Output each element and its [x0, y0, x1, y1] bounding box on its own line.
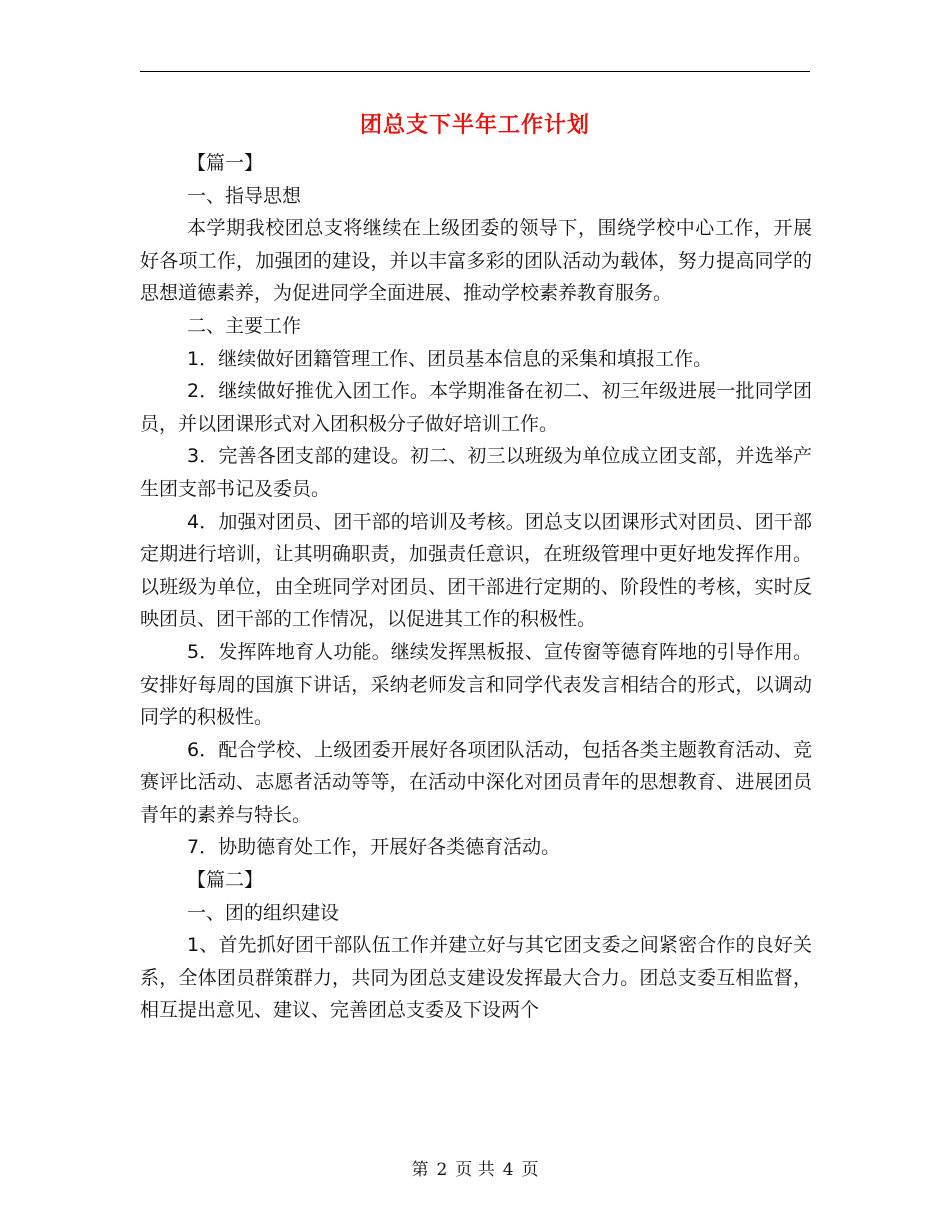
footer-total-pages: 4 [502, 1160, 514, 1180]
footer-page-number: 2 [436, 1160, 448, 1180]
heading-guiding-idea: 一、指导思想 [187, 184, 302, 207]
paragraph-item-1: 1．继续做好团籍管理工作、团员基本信息的采集和填报工作。 [187, 347, 713, 370]
paragraph-item-5: 5．发挥阵地育人功能。继续发挥黑板报、宣传窗等德育阵地的引导作用。安排好每周的国旗下讲话，采纳老师发言和同学代表发言相结合的形式，以调动同学的积极性。 [140, 640, 812, 729]
footer-prefix: 第 [411, 1160, 429, 1180]
paragraph-guiding-idea: 本学期我校团总支将继续在上级团委的领导下，围绕学校中心工作，开展好各项工作，加强团的建设，并以丰富多彩的团队活动为载体，努力提高同学的思想道德素养，为促进同学全面进展、推动学校素养教育服务。 [140, 217, 812, 305]
header-rule [140, 71, 810, 72]
page-footer [0, 1155, 950, 1180]
section-heading-part2: 【篇二】 [187, 869, 264, 892]
document-body [140, 147, 812, 1027]
footer-suffix: 页 [521, 1160, 539, 1180]
heading-main-work: 二、主要工作 [187, 314, 302, 337]
paragraph-item-7: 7．协助德育处工作，开展好各类德育活动。 [187, 836, 561, 859]
paragraph-org-item-1: 1、首先抓好团干部队伍工作并建立好与其它团支委之间紧密合作的良好关系，全体团员群策群力，共同为团总支建设发挥最大合力。团总支委互相监督，相互提出意见、建议、完善团总支委及下设两个 [140, 934, 812, 1022]
paragraph-item-6: 6．配合学校、上级团委开展好各项团队活动，包括各类主题教育活动、竞赛评比活动、志愿者活动等等，在活动中深化对团员青年的思想教育、进展团员青年的素养与特长。 [140, 738, 812, 826]
paragraph-item-3: 3．完善各团支部的建设。初二、初三以班级为单位成立团支部，并选举产生团支部书记及委员。 [140, 445, 812, 500]
paragraph-item-2: 2．继续做好推优入团工作。本学期准备在初二、初三年级进展一批同学团员，并以团课形式对入团积极分子做好培训工作。 [140, 380, 812, 435]
paragraph-item-4: 4．加强对团员、团干部的培训及考核。团总支以团课形式对团员、团干部定期进行培训，让其明确职责，加强责任意识，在班级管理中更好地发挥作用。以班级为单位，由全班同学对团员、团干部进行定期的、阶段性的考核，实时反映团员、团干部的工作情况，以促进其工作的积极性。 [140, 510, 812, 631]
heading-org-building: 一、团的组织建设 [187, 901, 340, 924]
document-title: 团总支下半年工作计划 [359, 113, 590, 138]
footer-middle: 页 共 [455, 1160, 495, 1180]
section-heading-part1: 【篇一】 [187, 152, 264, 174]
